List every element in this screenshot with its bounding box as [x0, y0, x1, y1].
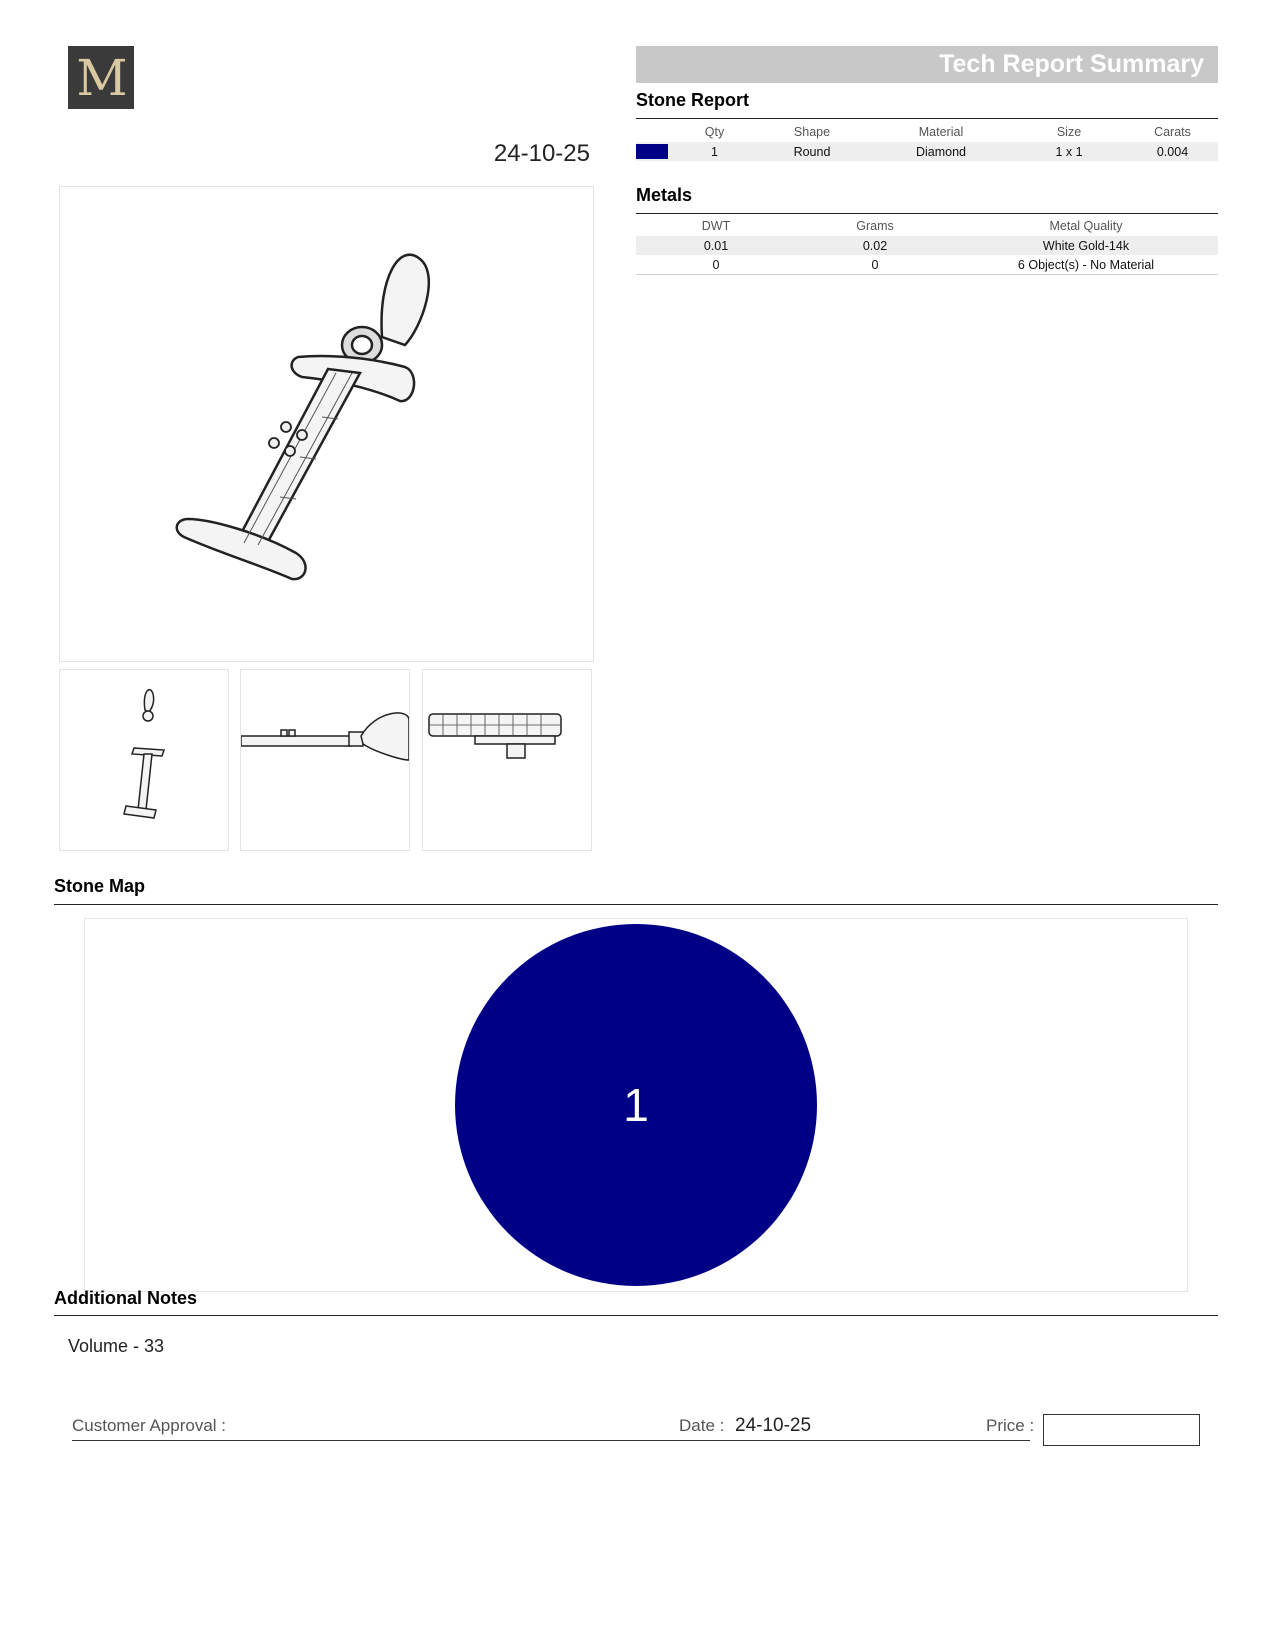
dwt-cell: 0 — [636, 255, 796, 275]
stone-map-panel — [84, 918, 1188, 1292]
metals-heading: Metals — [636, 185, 693, 205]
carats-cell: 0.004 — [1127, 142, 1218, 161]
table-row — [636, 142, 1218, 161]
column-header: Material — [918, 125, 964, 139]
stone-report-header-row — [636, 122, 1218, 142]
pendant-render-icon — [60, 187, 593, 661]
quality-cell: 6 Object(s) - No Material — [954, 255, 1218, 275]
dwt-cell: 0.01 — [636, 236, 796, 255]
stone-map-heading: Stone Map — [54, 876, 146, 896]
column-header: Size — [1056, 125, 1082, 139]
stone-report-table — [636, 122, 1218, 161]
side-view-icon — [241, 670, 409, 850]
report-title: Tech Report Summary — [939, 50, 1204, 78]
price-label: Price : — [986, 1416, 1035, 1435]
signature-line — [72, 1440, 1030, 1441]
column-header: Qty — [704, 125, 725, 139]
material-cell: Diamond — [871, 142, 1011, 161]
top-view-icon — [423, 670, 591, 850]
column-header: Carats — [1154, 125, 1191, 139]
approval-date-value: 24-10-25 — [735, 1415, 812, 1436]
stone-map-rule — [54, 904, 1218, 905]
additional-notes-rule — [54, 1315, 1218, 1316]
top-view-thumbnail — [422, 669, 592, 851]
grams-cell: 0.02 — [796, 236, 954, 255]
stone-report-rule — [636, 118, 1218, 119]
notes-text: Volume - 33 — [68, 1336, 165, 1356]
front-view-icon — [60, 670, 228, 850]
column-header: Shape — [793, 125, 831, 139]
stone-number: 1 — [623, 1079, 649, 1131]
customer-approval-label: Customer Approval : — [72, 1416, 227, 1435]
size-cell: 1 x 1 — [1011, 142, 1127, 161]
additional-notes-heading: Additional Notes — [54, 1288, 197, 1308]
qty-cell: 1 — [676, 142, 753, 161]
report-date: 24-10-25 — [493, 140, 590, 167]
price-field[interactable] — [1043, 1414, 1200, 1446]
column-header: Metal Quality — [1049, 219, 1123, 233]
quality-cell: White Gold-14k — [954, 236, 1218, 255]
column-header: Grams — [856, 219, 894, 233]
metals-table — [636, 216, 1218, 275]
metals-header-row — [636, 216, 1218, 236]
side-view-thumbnail — [240, 669, 410, 851]
main-render-image — [59, 186, 594, 662]
stone-circle — [455, 924, 817, 1286]
logo-letter: M — [76, 48, 126, 107]
column-header: DWT — [701, 219, 731, 233]
front-view-thumbnail — [59, 669, 229, 851]
table-row — [636, 236, 1218, 255]
company-logo — [68, 46, 134, 109]
metals-rule — [636, 213, 1218, 214]
stone-report-heading: Stone Report — [636, 90, 750, 110]
grams-cell: 0 — [796, 255, 954, 275]
stone-color-cell — [636, 142, 676, 161]
shape-cell: Round — [753, 142, 871, 161]
table-row — [636, 255, 1218, 275]
approval-date-label: Date : — [679, 1416, 725, 1435]
swatch-column-header — [636, 122, 676, 142]
title-bar — [636, 46, 1218, 83]
stone-color-swatch — [636, 144, 668, 159]
